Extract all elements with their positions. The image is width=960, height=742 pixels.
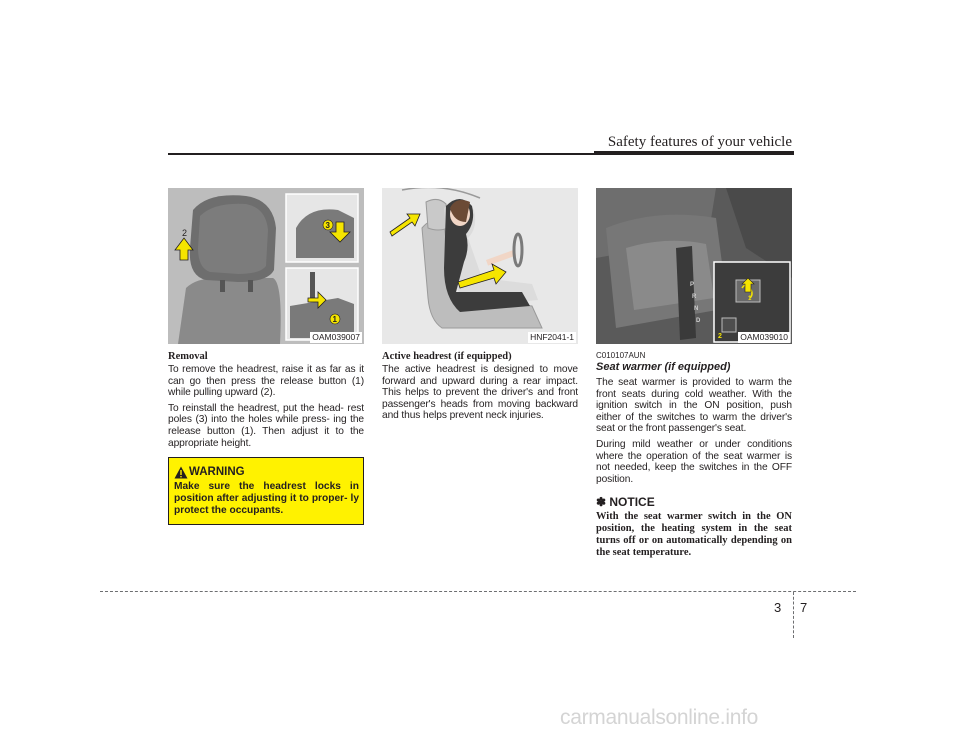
figure-seat-warmer	[596, 188, 792, 344]
figure-headrest	[168, 188, 364, 344]
column-seat-warmer	[596, 188, 792, 559]
heading-seat-warmer: Seat warmer (if equipped)	[596, 361, 731, 373]
section-number: 3	[774, 600, 782, 615]
heading-active-headrest: Active headrest (if equipped)	[382, 351, 512, 362]
warning-title: WARNING	[189, 466, 245, 478]
warning-text: Make sure the headrest locks in position after adjusting it to proper- ly protect the occupants.	[174, 481, 359, 516]
callout-3: 3	[325, 221, 330, 230]
active-headrest-illustration	[382, 188, 578, 344]
figure-active-headrest	[382, 188, 578, 344]
seat-warmer-illustration	[596, 188, 792, 344]
paragraph: The active headrest is designed to move forward and upward during a rear impact. This helps to prevent the driver's and front passenger's heads from moving backward and thus helps prevent neck injuries.	[382, 364, 578, 422]
gear-d-label: D	[696, 318, 701, 324]
heading-removal: Removal	[168, 351, 208, 362]
paragraph: To remove the headrest, raise it as far as it can go then press the release button (1) while pulling upward (2).	[168, 364, 364, 399]
figure-code: HNF2041-1	[530, 332, 574, 342]
callout-2: 2	[182, 228, 188, 238]
reference-code: C010107AUN	[596, 351, 646, 360]
footer-divider	[793, 592, 794, 638]
notice-text: With the seat warmer switch in the ON position, the heating system in the seat turns off or on automatically depending on the seat temperature.	[596, 511, 792, 558]
paragraph: During mild weather or under conditions where the operation of the seat warmer is not needed, keep the switches in the OFF position.	[596, 438, 792, 485]
gear-n-label: N	[694, 306, 699, 312]
header-rule-accent	[594, 151, 794, 155]
warning-icon	[174, 466, 188, 479]
page-number: 7	[800, 600, 808, 615]
figure-code: OAM039007	[312, 332, 360, 342]
callout-1: 1	[332, 315, 337, 324]
section-title: Safety features of your vehicle	[607, 134, 792, 150]
switch-2-label: 2	[718, 333, 722, 340]
watermark: carmanualsonline.info	[560, 706, 758, 729]
notice-title: ✽ NOTICE	[596, 495, 655, 510]
switch-1-label: 1	[748, 296, 752, 302]
column-active-headrest	[382, 188, 578, 426]
gear-p-label: P	[690, 282, 695, 288]
column-headrest-removal	[168, 188, 364, 453]
footer-rule	[100, 591, 856, 592]
warning-box	[168, 457, 364, 525]
gear-r-label: R	[692, 294, 697, 300]
headrest-illustration	[168, 188, 364, 344]
figure-code: OAM039010	[740, 332, 788, 342]
paragraph: To reinstall the headrest, put the head- rest poles (3) into the holes while press- ing the release button (1). Then adjust it to the appropriate height.	[168, 402, 364, 449]
paragraph: The seat warmer is provided to warm the front seats during cold weather. With the ignition switch in the ON position, push either of the switches to warm the driver's seat or the front passenger's seat.	[596, 377, 792, 435]
